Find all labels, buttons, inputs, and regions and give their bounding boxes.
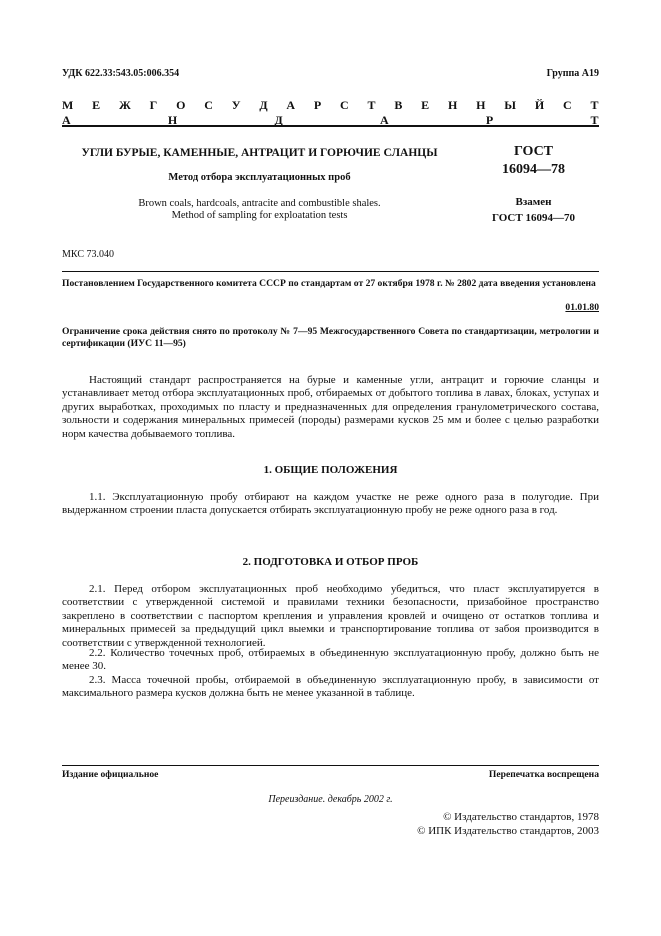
decree-text: Постановлением Государственного комитета СССР по стандартам от 27 октября 1978 г. № 2802 дата введения установлена <box>62 278 596 289</box>
copyright-1978: © Издательство стандартов, 1978 <box>443 811 599 823</box>
official-edition: Издание официальное <box>62 769 159 780</box>
paragraph-1-1: 1.1. Эксплуатационную пробу отбирают на каждом участке не реже одного раза в полугодие. При выдержанном строении пласта допускается отбирать эксплуатационную пробу не реже одного раза в год. <box>62 491 599 517</box>
top-rule <box>62 125 599 127</box>
group-code: Группа А19 <box>546 68 599 79</box>
section-1-heading: 1. ОБЩИЕ ПОЛОЖЕНИЯ <box>263 464 398 476</box>
paragraph-2-1: 2.1. Перед отбором эксплуатационных проб необходимо убедиться, что пласт эксплуатируется в соответствии с утвержденной системой и правилами техники безопасности, призабойное пространство закреплено в соответствии с паспортом крепления и управления кровлей и очищено от остатков топлива и минеральных примесей за предыдущий цикл выемки и транспортирование топлива от забоя производится в соответствии с утвержденной технологией. <box>62 583 599 649</box>
intro-paragraph: Настоящий стандарт распространяется на бурые и каменные угли, антрацит и горючие сланцы и устанавливает метод отбора эксплуатационных проб, отбираемых от добытого топлива в лавах, блоках, уступах и других выработках, проходимых по пласту и предназначенных для определения гранулометрического состава, зольности и содержания минеральных примесей (породы) размерами кусков 25 мм и более с целью разработки норм качества добываемого топлива. <box>62 374 599 440</box>
gost-label: ГОСТ <box>513 144 554 159</box>
udk-code: УДК 622.33:543.05:006.354 <box>62 68 180 79</box>
replaces-label: Взамен <box>515 196 552 208</box>
limitation-note: Ограничение срока действия снято по протоколу № 7—95 Межгосударственного Совета по стандартизации, метрологии и сертификации (ИУС 11—95) <box>62 326 599 349</box>
reissue-note: Переиздание. декабрь 2002 г. <box>268 794 393 805</box>
paragraph-2-2: 2.2. Количество точечных проб, отбираемых в объединенную эксплуатационную пробу, должно быть не менее 30. <box>62 647 599 673</box>
gost-number: 16094—78 <box>502 162 565 177</box>
mks-code: МКС 73.040 <box>62 249 114 260</box>
copyright-2003: © ИПК Издательство стандартов, 2003 <box>417 825 599 837</box>
english-title-line2: Method of sampling for exploatation tests <box>171 210 348 221</box>
document-subtitle: Метод отбора эксплуатационных проб <box>168 172 351 183</box>
document-title: УГЛИ БУРЫЕ, КАМЕННЫЕ, АНТРАЦИТ И ГОРЮЧИЕ СЛАНЦЫ <box>81 147 438 159</box>
english-title-line1: Brown coals, hardcoals, antracite and combustible shales. <box>138 198 381 209</box>
bottom-rule <box>62 765 599 766</box>
decree-date: 01.01.80 <box>565 302 599 313</box>
section-2-heading: 2. ПОДГОТОВКА И ОТБОР ПРОБ <box>242 556 419 568</box>
middle-rule <box>62 271 599 272</box>
paragraph-2-3: 2.3. Масса точечной пробы, отбираемой в объединенную эксплуатационную пробу, в зависимости от максимального размера кусков должна быть не менее указанной в таблице. <box>62 674 599 700</box>
reprint-prohibited: Перепечатка воспрещена <box>488 769 599 780</box>
standard-banner: М Е Ж Г О С У Д А Р С Т В Е Н Н Ы Й С Т А Н Д А Р Т <box>62 98 599 127</box>
replaced-gost: ГОСТ 16094—70 <box>492 212 575 224</box>
